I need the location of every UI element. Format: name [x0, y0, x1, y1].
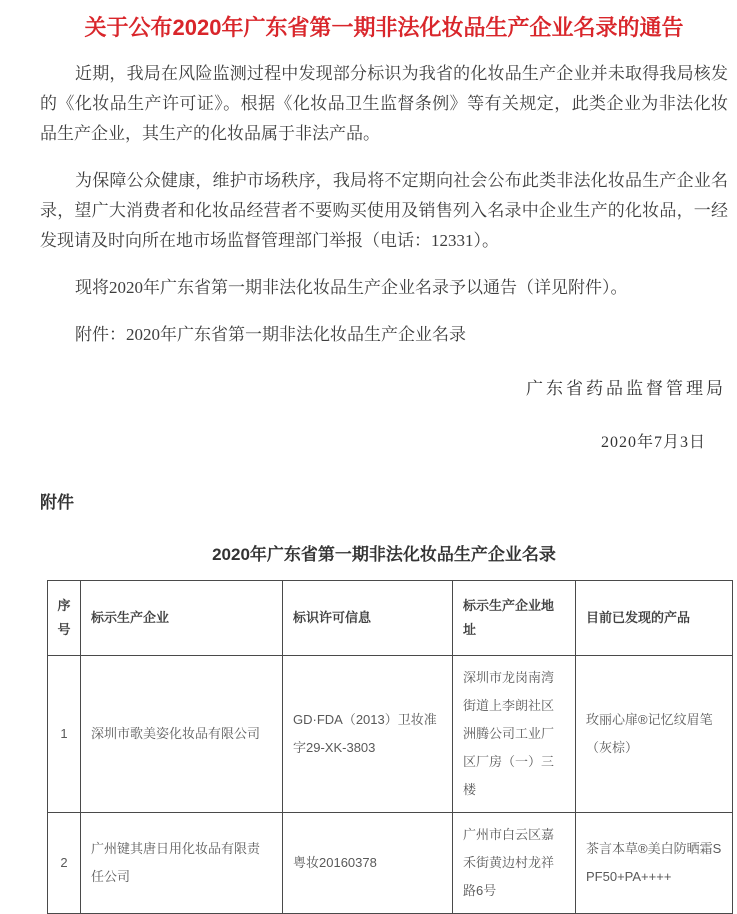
paragraph-announcement: 现将2020年广东省第一期非法化妆品生产企业名录予以通告（详见附件）。 [75, 278, 628, 297]
page-title: 关于公布2020年广东省第一期非法化妆品生产企业名录的通告 [84, 15, 684, 40]
attachment-heading: 附件 [40, 493, 74, 512]
table-row [48, 813, 733, 914]
issue-date: 2020年7月3日 [600, 434, 706, 451]
enterprise-table [47, 580, 733, 914]
header-cell-company: 标示生产企业 [81, 581, 283, 656]
header-cell-products: 目前已发现的产品 [576, 581, 733, 656]
table-cell-license: 粤妆20160378 [283, 813, 453, 914]
table-cell-license: GD·FDA（2013）卫妆准字29-XK-3803 [283, 656, 453, 813]
table-cell-index: 1 [48, 656, 81, 813]
paragraph-public-warning: 为保障公众健康，维护市场秩序，我局将不定期向社会公布此类非法化妆品生产企业名录，望广大消费者和化妆品经营者不要购买使用及销售列入名录中企业生产的化妆品，一经发现请及时向所在地市场监督管理部门举报（电话：12331）。 [40, 171, 728, 250]
table-cell-company: 深圳市歌美姿化妆品有限公司 [81, 656, 283, 813]
table-row [48, 656, 733, 813]
table-cell-products: 玫丽心扉®记忆纹眉笔（灰棕） [576, 656, 733, 813]
announcement-document [0, 14, 737, 914]
header-cell-license: 标识许可信息 [283, 581, 453, 656]
issuer-signature: 广东省药品监督管理局 [526, 379, 726, 398]
table-cell-index: 2 [48, 813, 81, 914]
table-header-row [48, 581, 733, 656]
table-cell-address: 广州市白云区嘉禾街黄边村龙祥路6号 [453, 813, 576, 914]
paragraph-risk-finding: 近期，我局在风险监测过程中发现部分标识为我省的化妆品生产企业并未取得我局核发的《化妆品生产许可证》。根据《化妆品卫生监督条例》等有关规定，此类企业为非法化妆品生产企业，其生产的化妆品属于非法产品。 [40, 64, 728, 143]
table-title: 2020年广东省第一期非法化妆品生产企业名录 [212, 545, 556, 564]
header-cell-address: 标示生产企业地址 [453, 581, 576, 656]
table-cell-products: 茶言本草®美白防晒霜SPF50+PA++++ [576, 813, 733, 914]
table-cell-address: 深圳市龙岗南湾街道上李朗社区洲腾公司工业厂区厂房（一）三楼 [453, 656, 576, 813]
paragraph-attachment-note: 附件：2020年广东省第一期非法化妆品生产企业名录 [75, 325, 466, 344]
table-cell-company: 广州键其唐日用化妆品有限责任公司 [81, 813, 283, 914]
header-cell-index: 序号 [48, 581, 81, 656]
